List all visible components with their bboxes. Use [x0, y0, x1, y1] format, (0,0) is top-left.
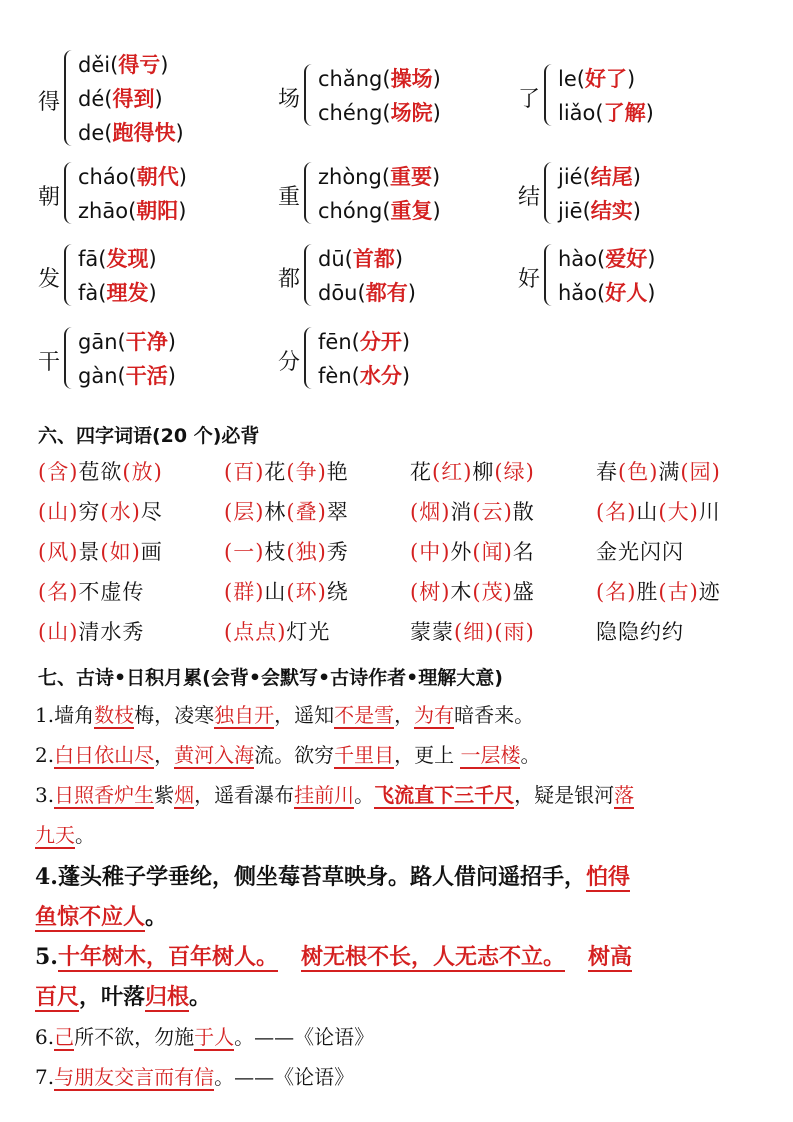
pinyin: cháo — [78, 165, 129, 189]
pinyin: chéng — [318, 101, 383, 125]
poem-text: 。 — [520, 743, 541, 767]
idiom — [38, 576, 144, 606]
poem-text: 2. — [35, 743, 55, 767]
pinyin: gān — [78, 330, 118, 354]
poem-answer: 怕得 — [585, 864, 630, 890]
idiom — [38, 616, 144, 646]
poem-text: 1. — [35, 703, 55, 727]
idiom-answer: (树) — [410, 580, 451, 604]
example-word: 好人 — [605, 281, 648, 305]
idiom-text: 蒙蒙 — [410, 620, 454, 644]
idiom — [410, 536, 535, 566]
poem-text: ，叶落 — [79, 984, 146, 1010]
brace — [64, 50, 72, 146]
example-word: 重复 — [390, 199, 433, 223]
pinyin: chǎng — [318, 67, 383, 91]
pinyin: zhòng — [318, 165, 382, 189]
idiom-text: 柳 — [472, 460, 495, 484]
poem-text: 。 — [75, 823, 95, 847]
pinyin: dé — [78, 87, 105, 111]
pinyin: dū — [318, 247, 345, 271]
brace — [304, 244, 312, 306]
idiom-answer: (一) — [224, 540, 265, 564]
idiom-text: 枝 — [264, 540, 287, 564]
example-word: 发现 — [106, 247, 149, 271]
idiom-text: 山 — [636, 500, 659, 524]
poem-text: 。——《论语》 — [214, 1065, 355, 1089]
pinyin: hǎo — [558, 281, 598, 305]
section-7-heading: 七、古诗•日积月累(会背•会默写•古诗作者•理解大意) — [38, 667, 503, 689]
poem-line — [35, 815, 95, 855]
idiom-text: 盛 — [512, 580, 535, 604]
example-word: 朝代 — [136, 165, 179, 189]
reading-line: fèn(水分) — [318, 364, 411, 388]
example-word: 理发 — [106, 281, 149, 305]
poem-answer: 千里目 — [334, 743, 395, 767]
poem-answer: 树无根不长，人无志不立。 — [300, 944, 565, 970]
reading-line: dū(首都) — [318, 247, 404, 271]
idiom-answer: (云) — [472, 500, 513, 524]
poem-answer: 日照香炉生 — [54, 783, 155, 807]
polyphonic-char: 分 — [278, 350, 301, 375]
example-word: 朝阳 — [136, 199, 179, 223]
brace — [544, 162, 552, 224]
reading-line: gān(干净) — [78, 330, 176, 354]
poem-line — [35, 1017, 374, 1057]
idiom — [224, 536, 349, 566]
idiom-answer: (争) — [286, 460, 327, 484]
poem-answer: 于人 — [194, 1025, 235, 1049]
reading-line: gàn(干活) — [78, 364, 176, 388]
reading-line: děi(得亏) — [78, 53, 169, 77]
reading-line: fā(发现) — [78, 247, 157, 271]
idiom — [224, 616, 330, 646]
poem-text: 所不欲，勿施 — [74, 1025, 195, 1049]
idiom-answer: (水) — [100, 500, 141, 524]
example-word: 首都 — [352, 247, 395, 271]
poem-answer: 归根 — [145, 984, 190, 1010]
idiom — [596, 496, 721, 526]
idiom — [224, 576, 349, 606]
reading-line: chéng(场院) — [318, 101, 441, 125]
poem-text — [278, 944, 301, 970]
idiom-text: 灯光 — [286, 620, 331, 644]
idiom-answer: (山) — [38, 620, 79, 644]
reading-line: hǎo(好人) — [558, 281, 656, 305]
reading-line: fēn(分开) — [318, 330, 411, 354]
reading-line: zhòng(重要) — [318, 165, 441, 189]
pinyin: gàn — [78, 364, 118, 388]
example-word: 干净 — [125, 330, 168, 354]
idiom-answer: (层) — [224, 500, 265, 524]
poem-line — [35, 857, 630, 897]
idiom-text: 花 — [410, 460, 432, 484]
poem-text: ， — [154, 743, 175, 767]
idiom-answer: (色) — [618, 460, 659, 484]
poem-text: 墙角 — [54, 703, 95, 727]
idiom-text: 隐隐约约 — [596, 620, 684, 644]
reading-line: dé(得到) — [78, 87, 163, 111]
poem-text: 4.蓬头稚子学垂纶，侧坐莓苔草映身。路人借问遥招手， — [35, 864, 586, 890]
idiom — [596, 616, 684, 646]
idiom-text: 满 — [658, 460, 681, 484]
idiom-answer: (闻) — [472, 540, 513, 564]
poem-text: ，更上 — [394, 743, 461, 767]
idiom — [596, 536, 684, 566]
idiom-text: 山 — [264, 580, 287, 604]
reading-line: jiē(结实) — [558, 199, 641, 223]
polyphonic-char: 重 — [278, 185, 301, 210]
reading-line: de(跑得快) — [78, 121, 184, 145]
example-word: 都有 — [365, 281, 408, 305]
pinyin: liǎo — [558, 101, 596, 125]
polyphonic-char: 朝 — [38, 185, 61, 210]
idiom-text: 绕 — [326, 580, 349, 604]
idiom-answer: (点点) — [224, 620, 287, 644]
idiom-text: 消 — [450, 500, 473, 524]
idiom-answer: (风) — [38, 540, 79, 564]
idiom — [224, 496, 349, 526]
idiom-text: 外 — [450, 540, 473, 564]
idiom-answer: (中) — [410, 540, 451, 564]
idiom-answer: (红) — [432, 460, 473, 484]
example-word: 分开 — [359, 330, 402, 354]
idiom-text: 翠 — [326, 500, 349, 524]
poem-text — [565, 944, 588, 970]
poem-answer: 挂前川 — [294, 783, 355, 807]
idiom-answer: (叠) — [286, 500, 327, 524]
example-word: 跑得快 — [112, 121, 176, 145]
idiom-text: 艳 — [326, 460, 349, 484]
idiom-text: 景 — [78, 540, 101, 564]
idiom-text: 秀 — [326, 540, 349, 564]
brace — [544, 244, 552, 306]
pinyin: hào — [558, 247, 598, 271]
idiom-text: 散 — [512, 500, 535, 524]
idiom — [410, 616, 535, 646]
idiom — [410, 456, 535, 486]
poem-text: 暗香来。 — [454, 703, 535, 727]
example-word: 好了 — [584, 67, 627, 91]
idiom-answer: (古) — [658, 580, 699, 604]
idiom-text: 花 — [264, 460, 287, 484]
poem-answer: 鱼惊不应人 — [35, 904, 146, 930]
idiom-text: 川 — [698, 500, 721, 524]
idiom-text: 胜 — [636, 580, 659, 604]
idiom-text: 名 — [512, 540, 535, 564]
idiom — [596, 576, 721, 606]
polyphonic-char: 发 — [38, 267, 61, 292]
pinyin: dōu — [318, 281, 358, 305]
idiom-answer: (名) — [596, 500, 637, 524]
brace — [64, 244, 72, 306]
idiom — [38, 456, 163, 486]
idiom-answer: (含) — [38, 460, 79, 484]
idiom — [38, 536, 163, 566]
idiom-answer: (山) — [38, 500, 79, 524]
example-word: 得亏 — [118, 53, 161, 77]
idiom-text: 苞欲 — [78, 460, 123, 484]
example-word: 干活 — [125, 364, 168, 388]
poem-answer: 数枝 — [94, 703, 135, 727]
example-word: 水分 — [359, 364, 402, 388]
poem-answer: 九天 — [35, 823, 75, 847]
poem-text: 梅，凌寒 — [134, 703, 215, 727]
brace — [64, 327, 72, 389]
pinyin: de — [78, 121, 105, 145]
poem-line — [35, 775, 634, 815]
poem-line — [35, 1057, 354, 1097]
idiom-text: 不虚传 — [78, 580, 145, 604]
section-6-heading: 六、四字词语(20 个)必背 — [38, 425, 260, 447]
idiom-text: 尽 — [140, 500, 163, 524]
poem-answer: 不是雪 — [334, 703, 395, 727]
example-word: 结实 — [590, 199, 633, 223]
pinyin: fèn — [318, 364, 352, 388]
idiom-answer: (烟) — [410, 500, 451, 524]
pinyin: jiē — [558, 199, 583, 223]
idiom — [596, 456, 721, 486]
reading-line: chóng(重复) — [318, 199, 441, 223]
poem-line — [35, 695, 534, 735]
idiom-text: 穷 — [78, 500, 101, 524]
poem-answer: 飞流直下三千尺 — [374, 783, 515, 807]
idiom-text: 迹 — [698, 580, 721, 604]
reading-line: jié(结尾) — [558, 165, 641, 189]
reading-line: cháo(朝代) — [78, 165, 187, 189]
idiom-answer: (名) — [38, 580, 79, 604]
poem-answer: 独自开 — [214, 703, 275, 727]
polyphonic-char: 得 — [38, 90, 61, 115]
pinyin: le — [558, 67, 577, 91]
pinyin: zhāo — [78, 199, 129, 223]
poem-line — [35, 937, 632, 977]
example-word: 得到 — [112, 87, 155, 111]
poem-text: 流。欲穷 — [254, 743, 335, 767]
brace — [304, 327, 312, 389]
idiom — [410, 496, 535, 526]
poem-text: ， — [394, 703, 415, 727]
idiom — [410, 576, 535, 606]
pinyin: fā — [78, 247, 99, 271]
polyphonic-char: 场 — [278, 87, 301, 112]
pinyin: fēn — [318, 330, 352, 354]
pinyin: chóng — [318, 199, 383, 223]
poem-text: 。 — [189, 984, 212, 1010]
idiom-answer: (绿) — [494, 460, 535, 484]
reading-line: hào(爱好) — [558, 247, 656, 271]
idiom-answer: (名) — [596, 580, 637, 604]
idiom-answer: (大) — [658, 500, 699, 524]
pinyin: děi — [78, 53, 111, 77]
reading-line: chǎng(操场) — [318, 67, 441, 91]
polyphonic-char: 都 — [278, 267, 301, 292]
poem-text: 6. — [35, 1025, 55, 1049]
example-word: 了解 — [603, 101, 646, 125]
reading-line: le(好了) — [558, 67, 636, 91]
reading-line: dōu(都有) — [318, 281, 416, 305]
idiom — [224, 456, 349, 486]
polyphonic-char: 好 — [518, 267, 541, 292]
poem-text: 。 — [145, 904, 168, 930]
poem-text: 5. — [35, 944, 58, 970]
poem-text: ，疑是银河 — [514, 783, 615, 807]
reading-line: liǎo(了解) — [558, 101, 654, 125]
brace — [64, 162, 72, 224]
idiom-answer: (茂) — [472, 580, 513, 604]
example-word: 场院 — [390, 101, 433, 125]
idiom-text: 春 — [596, 460, 618, 484]
poem-answer: 百尺 — [35, 984, 80, 1010]
idiom-answer: (如) — [100, 540, 141, 564]
poem-answer: 落 — [614, 783, 635, 807]
idiom-answer: (园) — [680, 460, 721, 484]
poem-text: 3. — [35, 783, 55, 807]
poem-answer: 黄河入海 — [174, 743, 255, 767]
poem-answer: 十年树木，百年树人。 — [57, 944, 278, 970]
poem-text: ，遥知 — [274, 703, 335, 727]
idiom-answer: (群) — [224, 580, 265, 604]
idiom-text: 清水秀 — [78, 620, 145, 644]
polyphonic-char: 了 — [518, 87, 541, 112]
poem-text: 。——《论语》 — [234, 1025, 375, 1049]
example-word: 重要 — [390, 165, 433, 189]
poem-answer: 为有 — [414, 703, 455, 727]
example-word: 结尾 — [590, 165, 633, 189]
poem-line — [35, 897, 167, 937]
poem-text: 7. — [35, 1065, 55, 1089]
reading-line: fà(理发) — [78, 281, 157, 305]
idiom — [38, 496, 163, 526]
idiom-text: 林 — [264, 500, 287, 524]
idiom-answer: (环) — [286, 580, 327, 604]
brace — [304, 162, 312, 224]
polyphonic-char: 结 — [518, 185, 541, 210]
poem-text: 。 — [354, 783, 375, 807]
brace — [304, 64, 312, 126]
polyphonic-char: 干 — [38, 350, 61, 375]
idiom-answer: (放) — [122, 460, 163, 484]
poem-text: 紫 — [154, 783, 175, 807]
idiom-answer: (细) — [454, 620, 495, 644]
idiom-answer: (百) — [224, 460, 265, 484]
reading-line: zhāo(朝阳) — [78, 199, 187, 223]
poem-answer: 一层楼 — [460, 743, 521, 767]
idiom-text: 画 — [140, 540, 163, 564]
example-word: 爱好 — [605, 247, 648, 271]
poem-answer: 树高 — [587, 944, 632, 970]
poem-line — [35, 977, 211, 1017]
idiom-answer: (独) — [286, 540, 327, 564]
poem-line — [35, 735, 540, 775]
poem-answer: 白日依山尽 — [54, 743, 155, 767]
example-word: 操场 — [390, 67, 433, 91]
poem-answer: 烟 — [174, 783, 195, 807]
brace — [544, 64, 552, 126]
pinyin: jié — [558, 165, 583, 189]
poem-answer: 与朋友交言而有信 — [54, 1065, 215, 1089]
idiom-text: 木 — [450, 580, 473, 604]
idiom-text: 金光闪闪 — [596, 540, 684, 564]
pinyin: fà — [78, 281, 99, 305]
poem-text: ，遥看瀑布 — [194, 783, 295, 807]
idiom-answer: (雨) — [494, 620, 535, 644]
poem-answer: 己 — [54, 1025, 75, 1049]
